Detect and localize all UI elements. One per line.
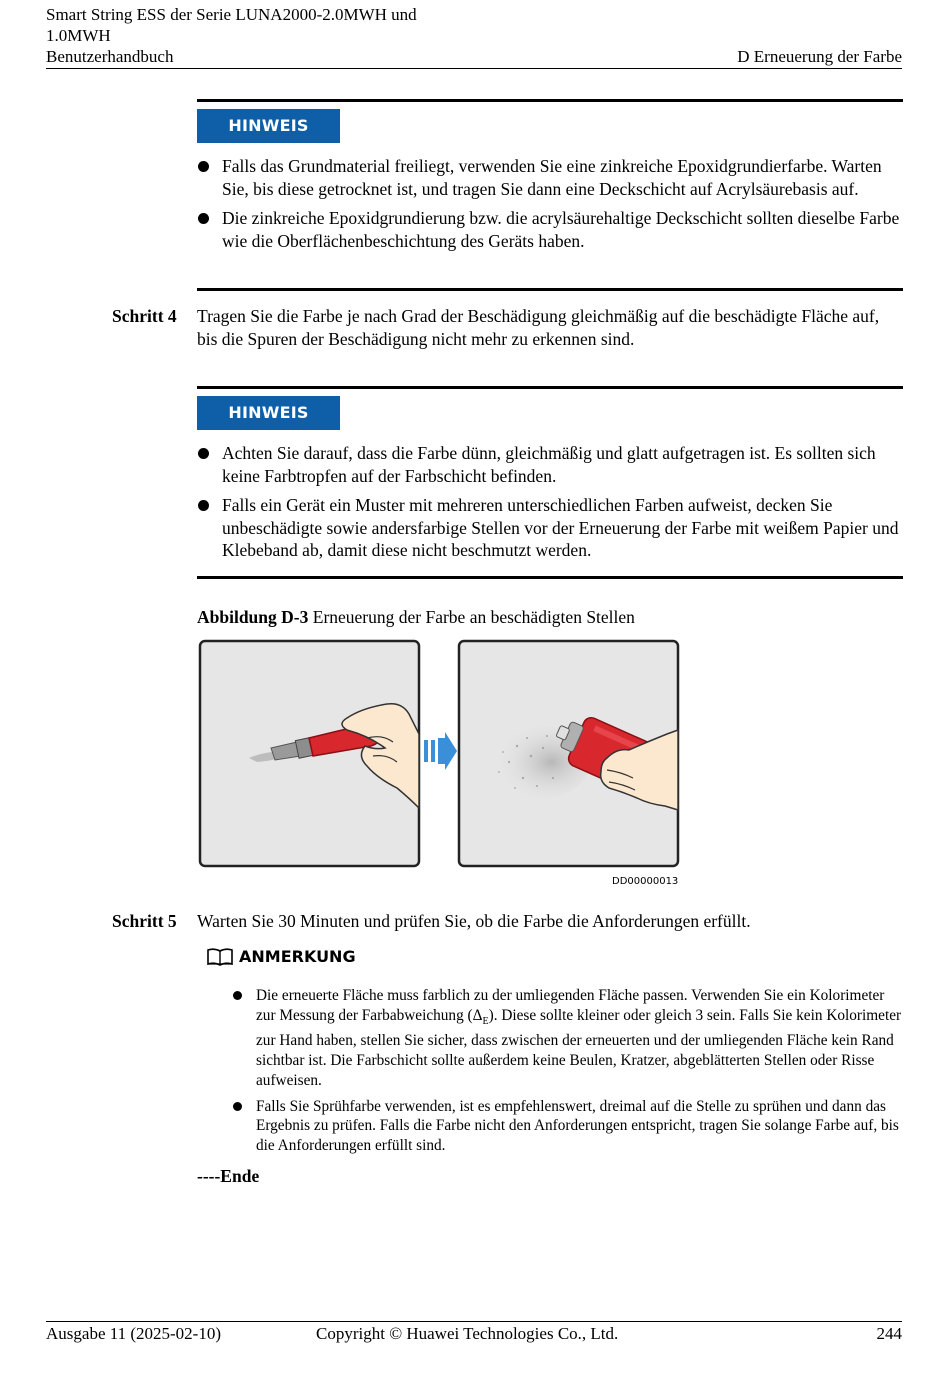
step-label: Schritt 5 [112, 911, 177, 931]
notice-list [197, 155, 903, 259]
bullet-icon [198, 213, 209, 224]
note-subscript: E [482, 1015, 489, 1027]
bullet-icon [233, 991, 242, 1000]
bullet-icon [198, 161, 209, 172]
brush-panel [200, 641, 419, 866]
page-number: 244 [876, 1324, 902, 1343]
list-item-text: Falls ein Gerät ein Muster mit mehreren unterschiedlichen Farben aufweist, decken Sie unbeschädigte sowie andersfarbige Stellen vor der Erneuerung der Farbe mit weißem Papier und Klebeband ab, damit diese nicht beschmutzt werden. [222, 495, 899, 561]
note-text: Falls Sie Sprühfarbe verwenden, ist es empfehlenswert, dreimal auf die Stelle zu sprühen und dann das Ergebnis zu prüfen. Falls die Farbe nicht den Anforderungen entspricht, tragen Sie solange Farbe auf, bis die Anforderungen erfüllt sind. [256, 1097, 899, 1154]
notice-top-rule [197, 99, 903, 102]
list-item [197, 442, 903, 487]
note-text-part: ). Diese sollte kleiner oder gleich 3 sein. Falls Sie kein Kolorimeter zur Hand haben, stellen Sie sicher, dass zwischen der erneuerten und der umliegenden Fläche kein Rand sichtbar ist. Die Farbschicht sollte außerdem keine Beulen, Kratzer, abgeblätterten Stellen oder Risse aufweisen. [256, 1006, 902, 1089]
paint-repair-illustration [197, 638, 683, 870]
doc-type: Benutzerhandbuch [46, 47, 174, 66]
arrow-right-icon [424, 732, 457, 770]
figure-title: Erneuerung der Farbe an beschädigten Stellen [312, 607, 635, 627]
footer-copyright: Copyright © Huawei Technologies Co., Ltd. [316, 1324, 619, 1343]
list-item [197, 494, 903, 562]
notice-badge: HINWEIS [197, 396, 340, 430]
step-label: Schritt 4 [112, 306, 177, 326]
header-divider [46, 68, 902, 69]
list-item [197, 207, 903, 252]
product-title: Smart String ESS der Serie LUNA2000-2.0MWH und 1.0MWH [46, 5, 417, 45]
list-item-text: Achten Sie darauf, dass die Farbe dünn, gleichmäßig und glatt aufgetragen ist. Es sollten sich keine Farbtropfen auf der Farbschicht befinden. [222, 443, 876, 486]
figure-code: DD00000013 [612, 876, 679, 887]
book-icon [206, 948, 234, 966]
figure-caption [197, 606, 635, 629]
spray-panel [459, 641, 678, 866]
notice-bottom-rule [197, 576, 903, 579]
bullet-icon [198, 448, 209, 459]
header-left [46, 4, 466, 67]
step-text: Tragen Sie die Farbe je nach Grad der Beschädigung gleichmäßig auf die beschädigte Fläche auf, bis die Spuren der Beschädigung nicht mehr zu erkennen sind. [197, 306, 880, 349]
notice-bottom-rule [197, 288, 903, 291]
list-item [231, 986, 903, 1091]
figure-label: Abbildung D-3 [197, 607, 309, 627]
note-text-part: Die erneuerte Fläche muss farblich zu der umliegenden Fläche passen. Verwenden Sie ein Kolorimeter zur Messung der Farbabweichung (Δ [256, 987, 885, 1024]
step-text: Warten Sie 30 Minuten und prüfen Sie, ob die Farbe die Anforderungen erfüllt. [197, 911, 751, 931]
bullet-icon [198, 500, 209, 511]
footer-divider [46, 1321, 902, 1322]
note-list [231, 986, 903, 1162]
list-item-text: Die zinkreiche Epoxidgrundierung bzw. die acrylsäurehaltige Deckschicht sollten dieselbe Farbe wie die Oberflächenbeschichtung des Geräts haben. [222, 208, 900, 251]
note-heading [206, 946, 356, 968]
note-heading-text: ANMERKUNG [239, 947, 356, 966]
section-title: D Erneuerung der Farbe [737, 47, 902, 66]
end-marker: ----Ende [197, 1166, 260, 1186]
bullet-icon [233, 1102, 242, 1111]
list-item [231, 1097, 903, 1156]
footer-issue: Ausgabe 11 (2025-02-10) [46, 1324, 221, 1343]
list-item [197, 155, 903, 200]
note-text [256, 987, 901, 1089]
notice-top-rule [197, 386, 903, 389]
list-item-text: Falls das Grundmaterial freiliegt, verwenden Sie eine zinkreiche Epoxidgrundierfarbe. Warten Sie, bis diese getrocknet ist, und tragen Sie dann eine Deckschicht auf Acrylsäurebasis auf. [222, 156, 882, 199]
notice-list [197, 442, 903, 569]
notice-badge: HINWEIS [197, 109, 340, 143]
